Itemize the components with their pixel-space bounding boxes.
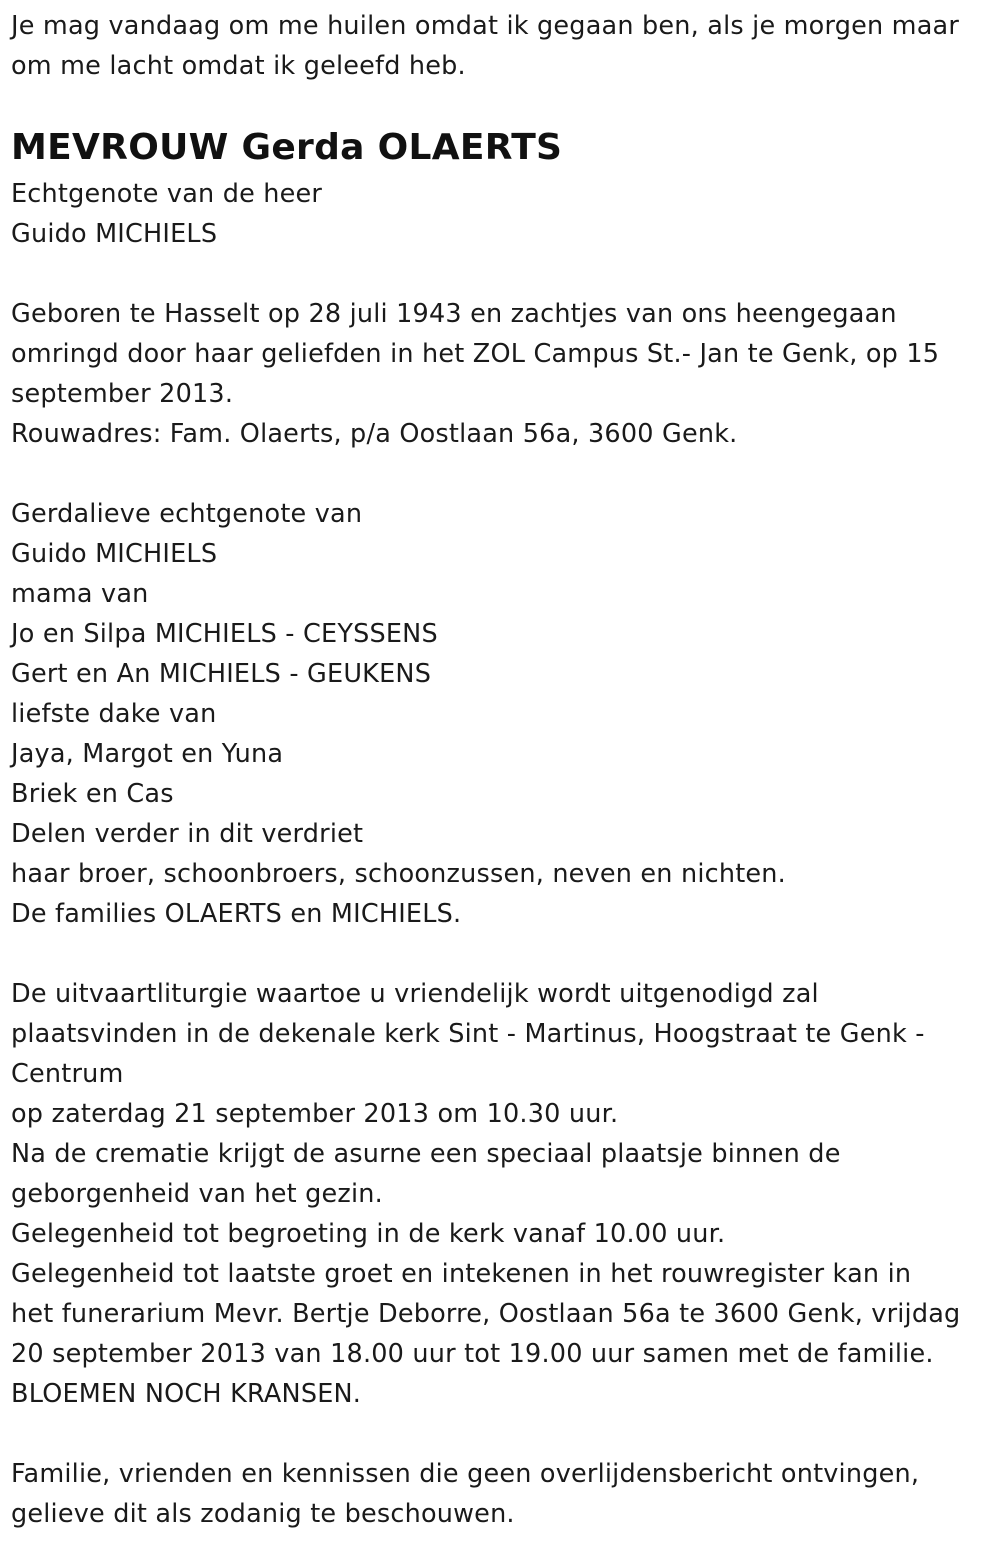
closing-line: Familie, vrienden en kennissen die geen overlijdensbericht ontvingen, bbox=[11, 1459, 920, 1489]
spacer bbox=[11, 454, 996, 494]
funeral-line: Gelegenheid tot laatste groet en intekenen in het rouwregister kan in bbox=[11, 1259, 912, 1289]
birth-death-line: september 2013. bbox=[11, 379, 234, 409]
family-line: Delen verder in dit verdriet bbox=[11, 819, 364, 849]
mourning-address: Rouwadres: Fam. Olaerts, p/a Oostlaan 56a, 3600 Genk. bbox=[11, 419, 738, 449]
funeral-line: plaatsvinden in de dekenale kerk Sint - Martinus, Hoogstraat te Genk - bbox=[11, 1019, 925, 1049]
spacer bbox=[11, 254, 996, 294]
funeral-line: Centrum bbox=[11, 1059, 124, 1089]
family-line: Guido MICHIELS bbox=[11, 539, 218, 569]
funeral-line: 20 september 2013 van 18.00 uur tot 19.00 uur samen met de familie. bbox=[11, 1339, 934, 1369]
closing-line: gelieve dit als zodanig te beschouwen. bbox=[11, 1499, 515, 1529]
birth-death-line: Geboren te Hasselt op 28 juli 1943 en zachtjes van ons heengegaan bbox=[11, 299, 897, 329]
birth-death-block bbox=[11, 294, 996, 454]
funeral-line: Gelegenheid tot begroeting in de kerk vanaf 10.00 uur. bbox=[11, 1219, 726, 1249]
deceased-name-title: MEVROUW Gerda OLAERTS bbox=[11, 127, 563, 168]
obituary-document bbox=[11, 6, 996, 1534]
funeral-line: op zaterdag 21 september 2013 om 10.30 uur. bbox=[11, 1099, 619, 1129]
family-line: liefste dake van bbox=[11, 699, 217, 729]
spouse-line: Guido MICHIELS bbox=[11, 219, 218, 249]
family-line: mama van bbox=[11, 579, 149, 609]
funeral-line: De uitvaartliturgie waartoe u vriendelijk wordt uitgenodigd zal bbox=[11, 979, 819, 1009]
spouse-block bbox=[11, 174, 996, 254]
funeral-line: het funerarium Mevr. Bertje Deborre, Oostlaan 56a te 3600 Genk, vrijdag bbox=[11, 1299, 961, 1329]
motto-line: Je mag vandaag om me huilen omdat ik gegaan ben, als je morgen maar bbox=[11, 11, 960, 41]
spacer bbox=[11, 1414, 996, 1454]
family-line: Jaya, Margot en Yuna bbox=[11, 739, 284, 769]
closing-block bbox=[11, 1454, 996, 1534]
family-line: De families OLAERTS en MICHIELS. bbox=[11, 899, 462, 929]
family-line: Gert en An MICHIELS - GEUKENS bbox=[11, 659, 432, 689]
family-line: Briek en Cas bbox=[11, 779, 174, 809]
spacer bbox=[11, 934, 996, 974]
funeral-line: Na de crematie krijgt de asurne een speciaal plaatsje binnen de bbox=[11, 1139, 841, 1169]
flowers-notice: BLOEMEN NOCH KRANSEN. bbox=[11, 1379, 362, 1409]
motto bbox=[11, 6, 996, 86]
motto-line: om me lacht omdat ik geleefd heb. bbox=[11, 51, 466, 81]
funeral-block bbox=[11, 974, 996, 1414]
birth-death-line: omringd door haar geliefden in het ZOL Campus St.- Jan te Genk, op 15 bbox=[11, 339, 940, 369]
funeral-line: geborgenheid van het gezin. bbox=[11, 1179, 383, 1209]
family-line: Gerdalieve echtgenote van bbox=[11, 499, 363, 529]
family-line: Jo en Silpa MICHIELS - CEYSSENS bbox=[11, 619, 438, 649]
family-block bbox=[11, 494, 996, 934]
family-line: haar broer, schoonbroers, schoonzussen, neven en nichten. bbox=[11, 859, 786, 889]
spouse-line: Echtgenote van de heer bbox=[11, 179, 323, 209]
